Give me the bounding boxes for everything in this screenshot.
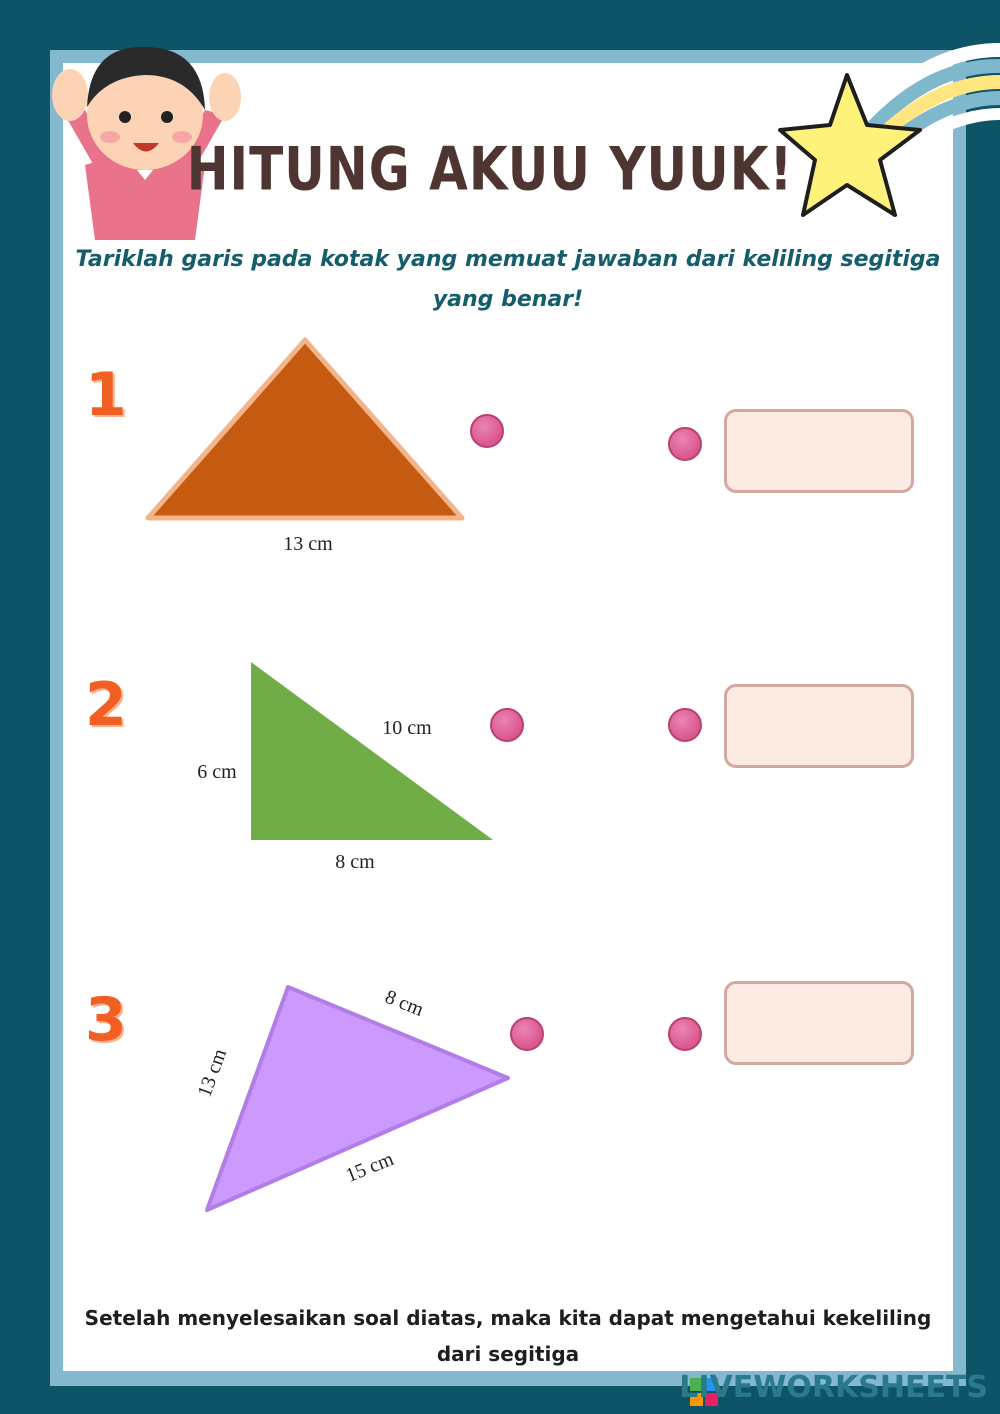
triangle-3-left-label: 13 cm (193, 1045, 232, 1100)
footer-text: Setelah menyelesaikan soal diatas, maka kita dapat mengetahui kekeliling dari segitiga (84, 1306, 932, 1366)
answer-box-2[interactable] (724, 684, 914, 768)
dot-right-3[interactable] (668, 1017, 702, 1051)
dot-left-1[interactable] (470, 414, 504, 448)
answer-box-1[interactable] (724, 409, 914, 493)
page-title: HITUNG AKUU YUUK! (186, 134, 794, 204)
triangle-2-height-label: 6 cm (197, 761, 237, 783)
question-number-2: 2 (85, 670, 127, 740)
question-number-3: 3 (85, 985, 127, 1055)
dot-left-3[interactable] (510, 1017, 544, 1051)
triangle-2-hyp-label: 10 cm (382, 717, 432, 739)
kid-illustration (25, 25, 265, 240)
question-number-1: 1 (85, 360, 127, 430)
dot-left-2[interactable] (490, 708, 524, 742)
triangle-1-base-label: 13 cm (283, 533, 333, 555)
dot-right-1[interactable] (668, 427, 702, 461)
instruction-text: Tariklah garis pada kotak yang memuat jawaban dari keliling segitiga yang benar! (75, 247, 941, 312)
triangle-3 (180, 975, 530, 1225)
triangle-2 (185, 650, 515, 890)
triangle-3-bottom-label: 15 cm (342, 1147, 397, 1187)
dot-right-2[interactable] (668, 708, 702, 742)
triangle-2-base-label: 8 cm (335, 851, 375, 873)
watermark: LIVEWORKSHEETS (679, 1370, 988, 1405)
triangle-3-top-label: 8 cm (381, 985, 427, 1022)
answer-box-3[interactable] (724, 981, 914, 1065)
triangle-1 (140, 330, 480, 570)
